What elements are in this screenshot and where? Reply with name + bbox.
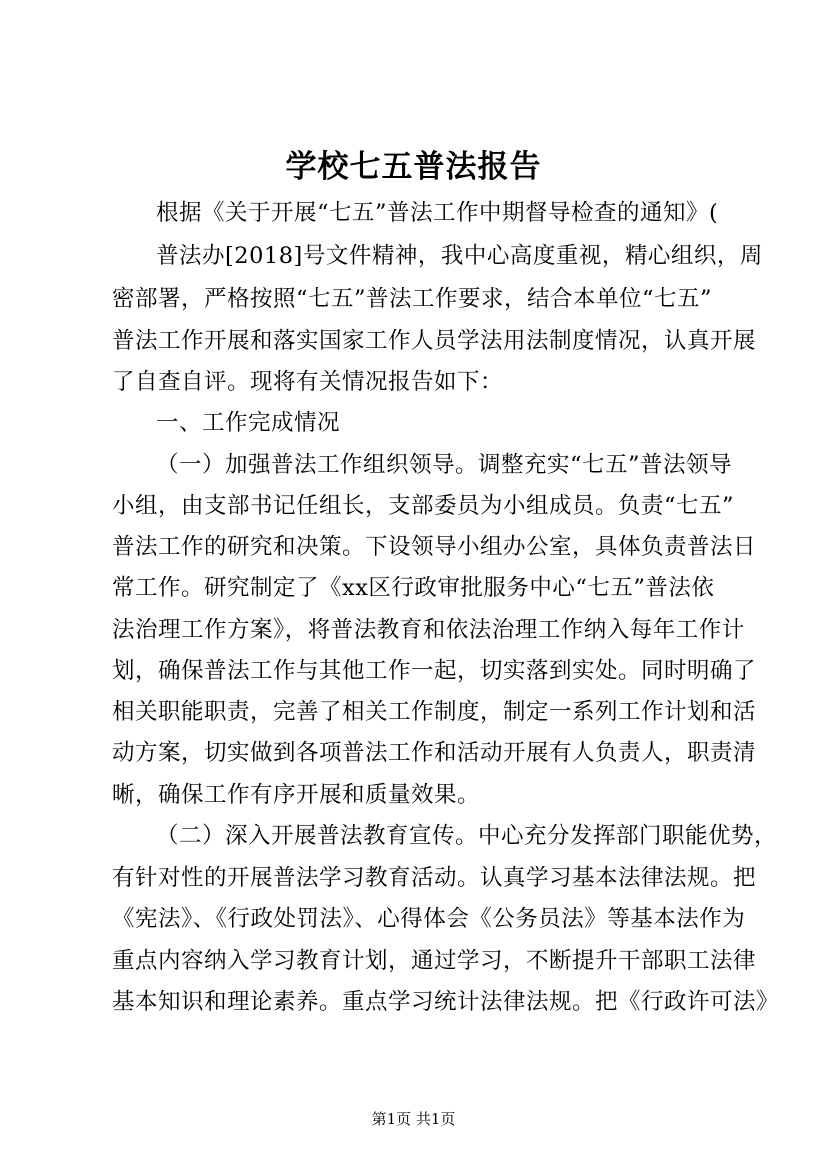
- paragraph-line: （一）加强普法工作组织领导。调整充实“七五”普法领导: [156, 452, 733, 478]
- paragraph-line: 密部署，严格按照“七五”普法工作要求，结合本单位“七五”: [112, 286, 713, 312]
- paragraph-line: 常工作。研究制定了《xx区行政审批服务中心“七五”普法依: [112, 575, 715, 601]
- paragraph-line: 普法工作的研究和决策。下设领导小组办公室，具体负责普法日: [112, 534, 757, 560]
- paragraph-line: （二）深入开展普法教育宣传。中心充分发挥部门职能优势，: [156, 823, 778, 849]
- paragraph-line: 划，确保普法工作与其他工作一起，切实落到实处。同时明确了: [112, 658, 757, 684]
- paragraph-line: 法治理工作方案》，将普法教育和依法治理工作纳入每年工作计: [112, 617, 745, 643]
- section-heading: 一、工作完成情况: [156, 410, 341, 436]
- paragraph-line: 重点内容纳入学习教育计划，通过学习，不断提升干部职工法律: [112, 948, 757, 974]
- paragraph-line: 普法工作开展和落实国家工作人员学法用法制度情况，认真开展: [112, 328, 757, 354]
- paragraph-line: 相关职能职责，完善了相关工作制度，制定一系列工作计划和活: [112, 699, 757, 725]
- paragraph-line: 晰，确保工作有序开展和质量效果。: [112, 782, 481, 808]
- paragraph-line: 小组，由支部书记任组长，支部委员为小组成员。负责“七五”: [112, 493, 735, 519]
- paragraph-line: 了自查自评。现将有关情况报告如下：: [112, 369, 504, 395]
- paragraph-line: 《宪法》、《行政处罚法》、心得体会《公务员法》等基本法作为: [112, 906, 746, 932]
- paragraph-line: 有针对性的开展普法学习教育活动。认真学习基本法律法规。把: [112, 865, 757, 891]
- paragraph-line: 普法办[2018]号文件精神，我中心高度重视，精心组织，周: [156, 243, 763, 269]
- paragraph-line: 基本知识和理论素养。重点学习统计法律法规。把《行政许可法》: [112, 989, 780, 1015]
- paragraph-line: 动方案，切实做到各项普法工作和活动开展有人负责人，职责清: [112, 740, 757, 766]
- paragraph-line: 根据《关于开展“七五”普法工作中期督导检查的通知》(: [156, 200, 719, 226]
- page-footer: 第1页 共1页: [371, 1110, 456, 1128]
- document-title: 学校七五普法报告: [285, 149, 542, 185]
